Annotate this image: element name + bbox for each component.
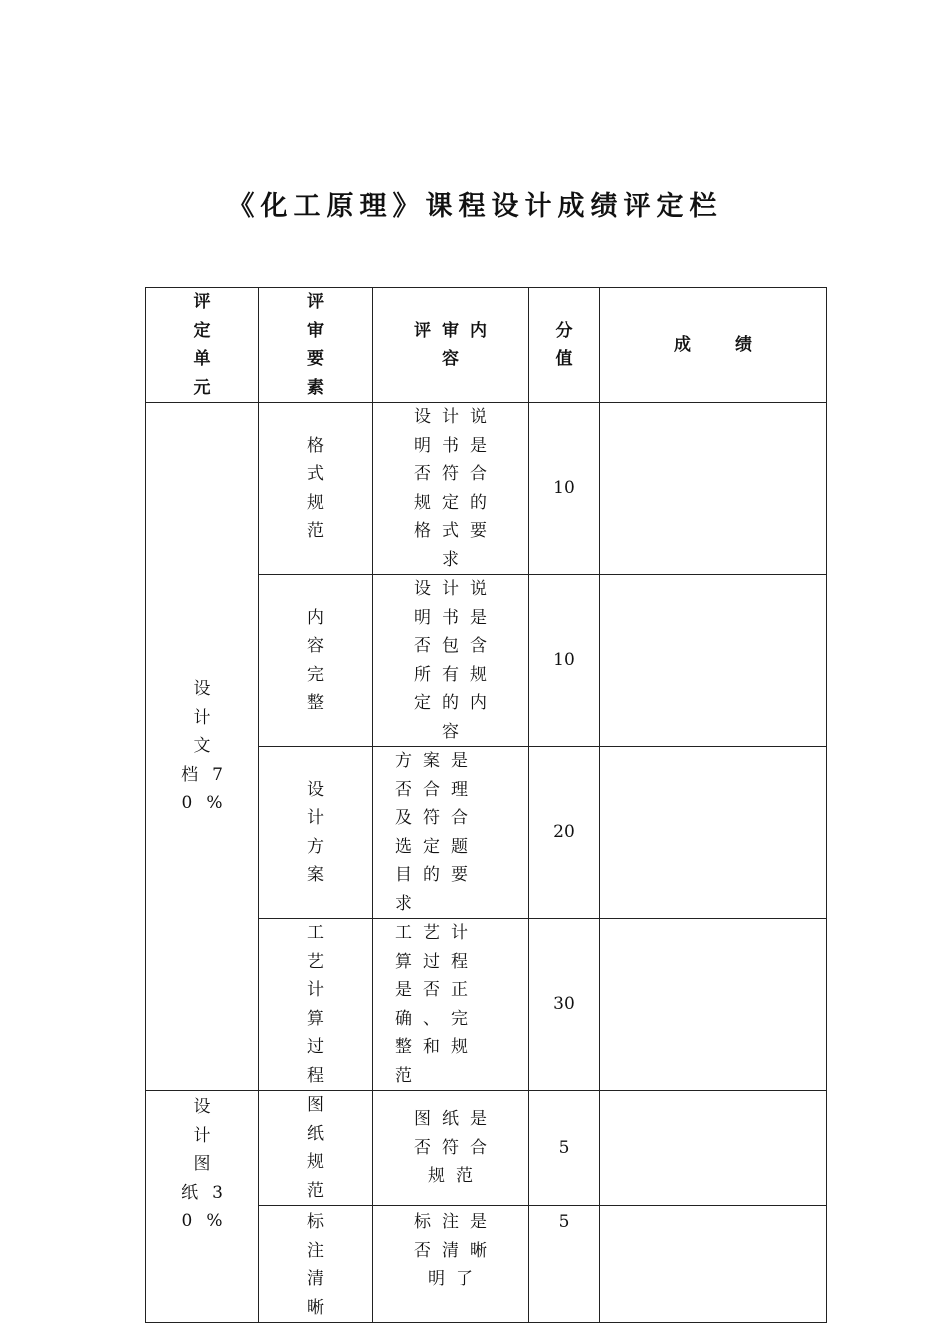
grade-cell[interactable] xyxy=(600,575,827,747)
score-cell: 20 xyxy=(529,747,600,919)
grade-cell[interactable] xyxy=(600,747,827,919)
content-cell: 设计说明书是否包含所有规定的内容 xyxy=(373,575,529,747)
element-cell: 内容完整 xyxy=(259,575,373,747)
header-unit: 评定单元 xyxy=(146,288,259,403)
page-title: 《化工原理》课程设计成绩评定栏 xyxy=(227,191,723,222)
content-cell: 设计说明书是否符合规定的格式要求 xyxy=(373,403,529,575)
grade-cell[interactable] xyxy=(600,403,827,575)
table-row xyxy=(146,1091,827,1206)
grade-cell[interactable] xyxy=(600,1206,827,1323)
score-cell: 10 xyxy=(529,403,600,575)
element-cell: 图纸规范 xyxy=(259,1091,373,1206)
score-cell: 5 xyxy=(529,1206,600,1323)
header-score: 分值 xyxy=(529,288,600,403)
grade-table xyxy=(145,287,827,1323)
header-row xyxy=(146,288,827,403)
element-cell: 设计方案 xyxy=(259,747,373,919)
grade-cell[interactable] xyxy=(600,919,827,1091)
header-grade: 成绩 xyxy=(600,288,827,403)
content-cell: 图纸是否符合规范 xyxy=(373,1091,529,1206)
table-row xyxy=(146,403,827,575)
score-cell: 10 xyxy=(529,575,600,747)
unit-cell-doc: 设计文档70% xyxy=(146,403,259,1091)
score-cell: 30 xyxy=(529,919,600,1091)
element-cell: 格式规范 xyxy=(259,403,373,575)
grade-cell[interactable] xyxy=(600,1091,827,1206)
content-cell: 方案是否合理及符合选定题目的要求 xyxy=(373,747,529,919)
unit-cell-drawing: 设计图纸30% xyxy=(146,1091,259,1323)
score-cell: 5 xyxy=(529,1091,600,1206)
element-cell: 标注清晰 xyxy=(259,1206,373,1323)
element-cell: 工艺计算过程 xyxy=(259,919,373,1091)
header-content: 评审内容 xyxy=(373,288,529,403)
header-element: 评审要素 xyxy=(259,288,373,403)
content-cell: 标注是否清晰明了 xyxy=(373,1206,529,1323)
content-cell: 工艺计算过程是否正确、完整和规范 xyxy=(373,919,529,1091)
